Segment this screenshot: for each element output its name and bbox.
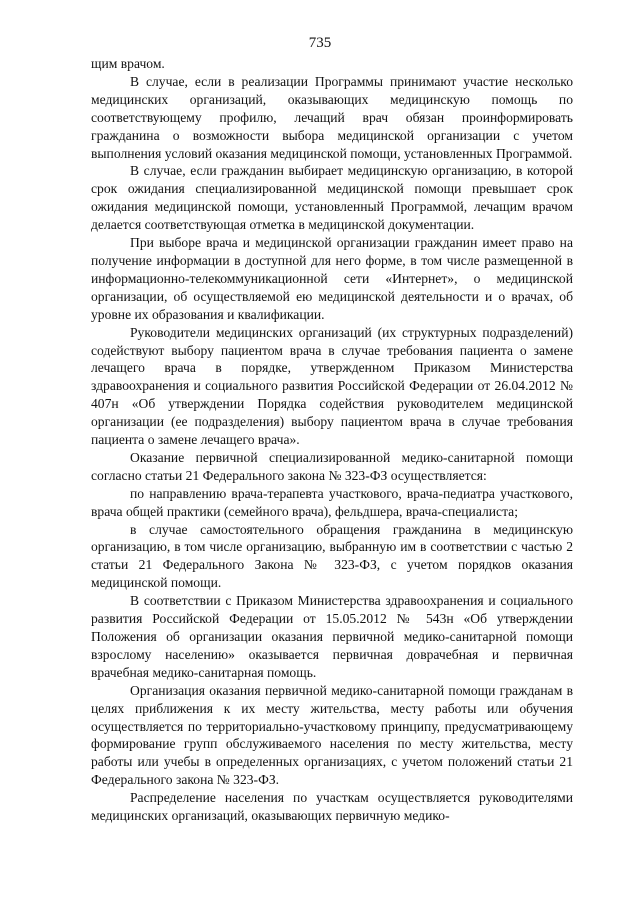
paragraph-referral: по направлению врача-терапевта участкового, врача-педиатра участкового, врача общей практики (семейного врача), фельдшера, врача-специалиста; [91,485,573,519]
page-number: 735 [308,35,332,51]
paragraph-waiting-time: В случае, если гражданин выбирает медицинскую организацию, в которой срок ожидания специализированной медицинской помощи превышает срок ожидания медицинской помощи, установленный Программой, лечащим врачом делается соответствующая отметка в медицинской документации. [91,163,573,233]
paragraph-right-to-information: При выборе врача и медицинской организации гражданин имеет право на получение информации в доступной для него форме, в том числе размещенной в информационно-телекоммуникационной сети «Интернет», о медицинской организации, об осуществляемой ею медицинской деятельности и о врачах, об уровне их образования и квалификации. [91,235,573,322]
paragraph-continuation: щим врачом. [91,56,165,71]
paragraph-self-referral: в случае самостоятельного обращения гражданина в медицинскую организацию, в том числе организацию, выбранную им в соответствии с частью 2 статьи 21 Федерального Закона № 323-ФЗ, с учетом порядков оказания медицинской помощи. [91,521,573,591]
paragraph-territorial-principle: Организация оказания первичной медико-санитарной помощи гражданам в целях приближения к их месту жительства, месту работы или обучения осуществляется по территориально-участковому принципу, предусматривающему формирование групп обслуживаемого населения по месту жительства, месту работы или учебы в определенных организациях, с учетом положений статьи 21 Федерального закона № 323-ФЗ. [91,682,573,788]
paragraph-multiple-organizations: В случае, если в реализации Программы принимают участие несколько медицинских организаций, оказывающих медицинскую помощь по соответствующему профилю, лечащий врач обязан проинформировать гражданина о возможности выбора медицинской организации с учетом выполнения условий оказания медицинской помощи, установленных Программой. [91,73,573,161]
paragraph-order-543n: В соответствии с Приказом Министерства здравоохранения и социального развития Российской Федерации от 15.05.2012 № 543н «Об утверждении Положения об организации оказания первичной медико-санитарной помощи взрослому населению» оказывается первичная доврачебная и первичная врачебная медико-санитарная помощь. [91,593,573,680]
paragraph-specialized-care: Оказание первичной специализированной медико-санитарной помощи согласно статьи 21 Федерального закона № 323-ФЗ осуществляется: [91,449,573,483]
document-body [91,55,573,825]
paragraph-population-distribution: Распределение населения по участкам осуществляется руководителями медицинских организаций, оказывающих первичную медико- [91,790,573,824]
paragraph-doctor-replacement: Руководители медицинских организаций (их структурных подразделений) содействуют выбору пациентом врача в случае требования пациента о замене лечащего врача в порядке, утвержденном Приказом Министерства здравоохранения и социального развития Российской Федерации от 26.04.2012 № 407н «Об утверждении Порядка содействия руководителем медицинской организации (ее подразделения) выбору пациентом врача в случае требования пациента о замене лечащего врача». [91,324,573,448]
